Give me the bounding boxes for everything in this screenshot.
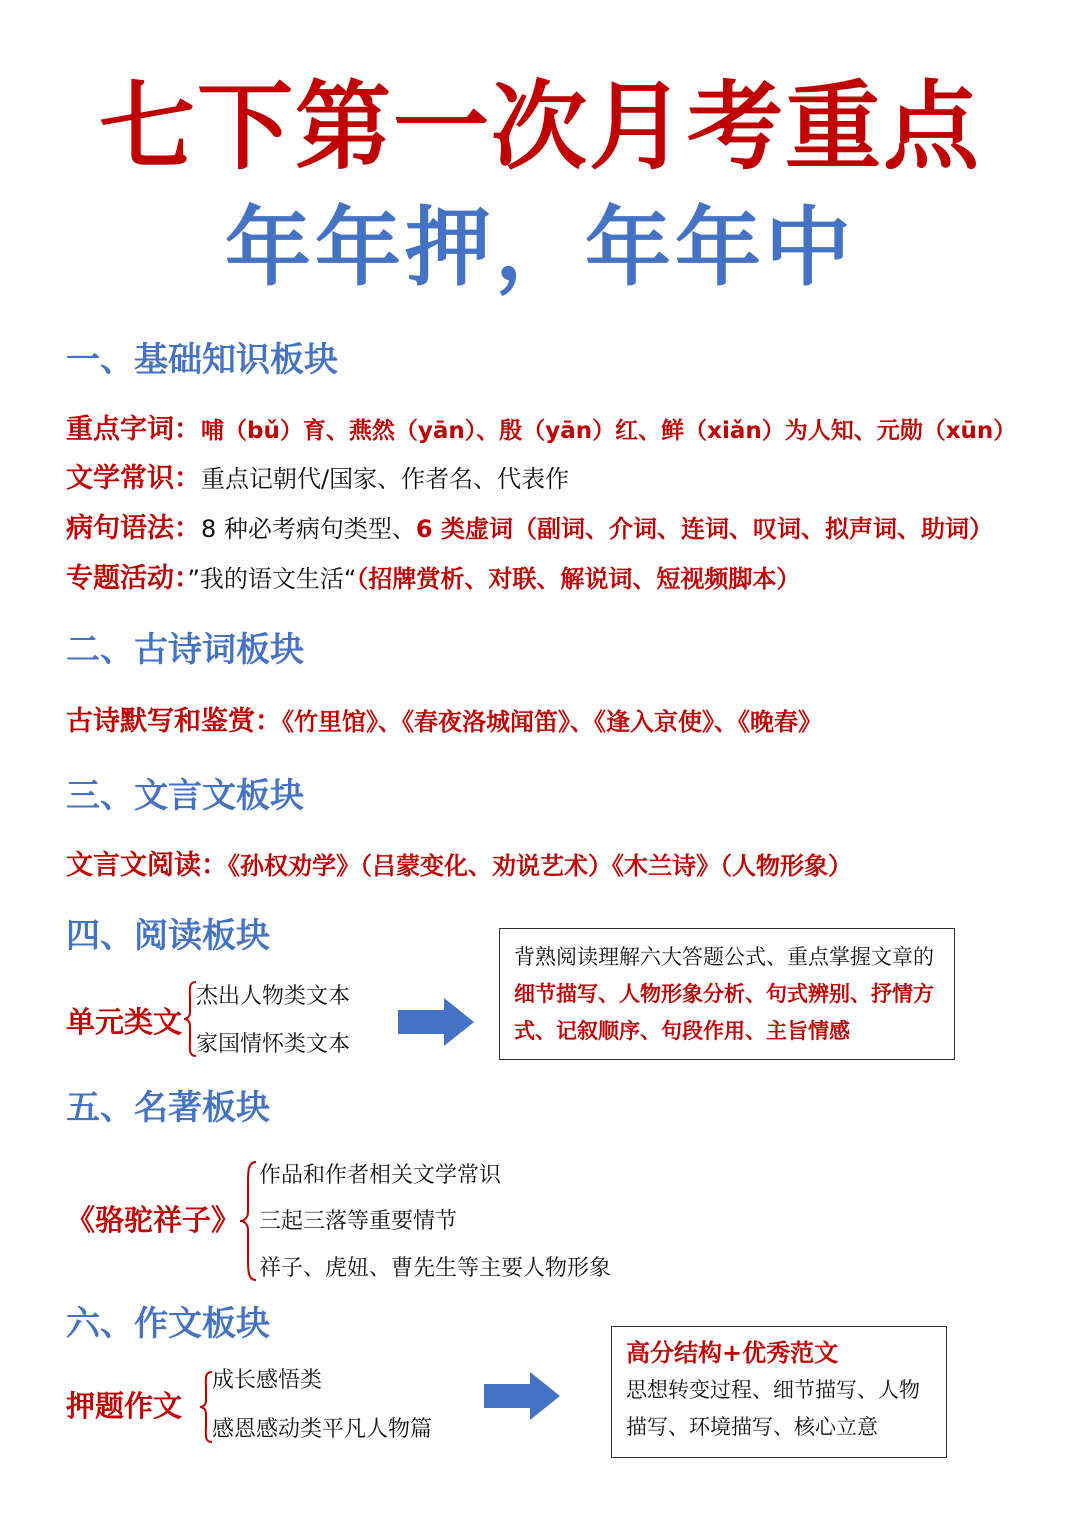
box-line: 描写、环境描写、核心立意 [626,1415,878,1439]
section-heading-classics: 五、名著板块 [66,1088,270,1128]
section-heading-basics: 一、基础知识板块 [66,340,338,380]
row-value-highlight: 6 类虚词（副词、介词、连词、叹词、拟声词、助词） [415,515,993,543]
row-special-activity [66,561,800,597]
reading-tips-box [499,928,955,1060]
branch-item: 三起三落等重要情节 [259,1209,458,1234]
box-line-highlight: 细节描写、人物形象分析、句式辨别、抒情方 [514,982,934,1006]
branch-item: 成长感悟类 [212,1368,323,1393]
section-heading-poetry: 二、古诗词板块 [66,630,304,670]
row-value-plain: 8 种必考病句类型、 [201,515,416,543]
box-line: 思想转变过程、细节描写、人物 [626,1378,920,1402]
box-line-highlight: 式、记叙顺序、句段作用、主旨情感 [514,1019,850,1043]
row-literary-knowledge [66,461,569,497]
brace-label-unit-texts: 单元类文 [66,1005,183,1039]
branch-item: 杰出人物类文本 [196,984,351,1009]
row-label: 重点字词： [66,414,201,445]
box-line: 背熟阅读理解六大答题公式、重点掌握文章的 [514,945,934,969]
row-key-words [66,412,1016,449]
row-label: 文言文阅读： [66,850,228,881]
row-label: 病句语法： [66,513,201,544]
row-value: 《竹里馆》、《春夜洛城闻笛》、《逢入京使》、《晚春》 [282,708,822,736]
row-value-plain: ”我的语文生活“ [187,565,357,593]
row-label: 古诗默写和鉴赏： [66,706,282,737]
essay-tips-box [611,1326,947,1458]
arrow-right-icon [398,998,474,1046]
section-heading-writing: 六、作文板块 [66,1304,270,1344]
arrow-right-icon [484,1372,560,1420]
branch-item: 祥子、虎妞、曹先生等主要人物形象 [259,1256,612,1281]
brace-icon [238,1160,258,1282]
row-classical-reading [66,848,852,884]
row-label: 专题活动： [66,563,188,594]
section-heading-classical-chinese: 三、文言文板块 [66,776,304,816]
row-value: 重点记朝代/国家、作者名、代表作 [201,465,570,493]
brace-label-essay: 押题作文 [66,1389,183,1423]
brace-label-book-title: 《骆驼祥子》 [66,1203,241,1237]
box-title: 高分结构+优秀范文 [626,1339,839,1367]
row-poetry [66,704,822,740]
branch-item: 作品和作者相关文学常识 [259,1163,502,1188]
section-heading-reading: 四、阅读板块 [66,916,270,956]
row-value: 哺（bǔ）育、燕然（yān）、殷（yān）红、鲜（xiǎn）为人知、元勋（xūn） [201,418,1017,444]
row-value: 《孙权劝学》（吕蒙变化、劝说艺术）《木兰诗》（人物形象） [228,852,852,880]
page-title: 七下第一次月考重点 [99,71,981,183]
row-value-highlight: （招牌赏析、对联、解说词、短视频脚本） [356,565,801,593]
row-label: 文学常识： [66,463,201,494]
branch-item: 感恩感动类平凡人物篇 [212,1417,433,1442]
page-subtitle: 年年押，年年中 [225,198,855,298]
branch-item: 家国情怀类文本 [196,1032,351,1057]
row-grammar [66,511,993,547]
